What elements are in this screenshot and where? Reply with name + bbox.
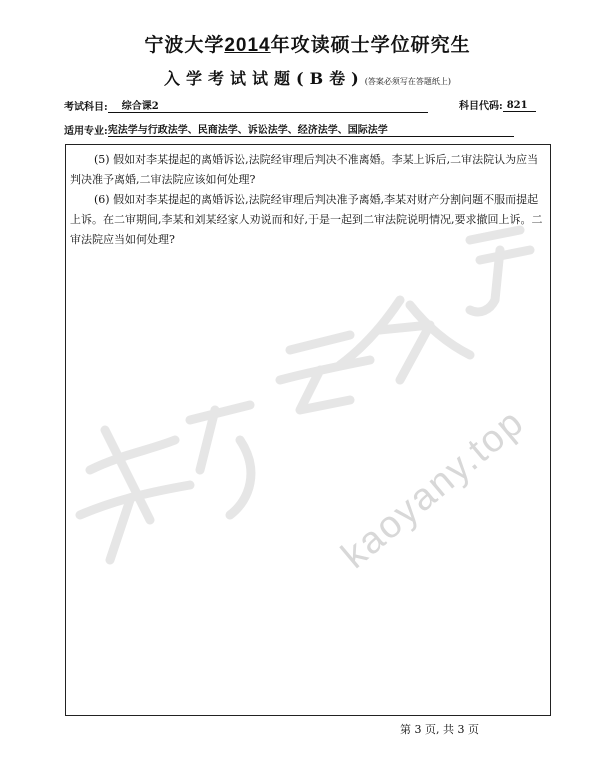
major-value: 宪法学与行政法学、民商法学、诉讼法学、经济法学、国际法学 — [108, 121, 514, 137]
exam-title — [0, 30, 615, 57]
question-5: (5) 假如对李某提起的离婚诉讼,法院经审理后判决不准离婚。李某上诉后,二审法院认为应当判决准予离婚,二审法院应该如何处理? — [70, 153, 539, 186]
major-label: 适用专业: — [64, 126, 108, 137]
exam-subtitle — [0, 66, 615, 89]
watermark-url: kaoyany.top — [333, 400, 533, 577]
subject-row — [64, 97, 550, 113]
title-year: 2014 — [224, 35, 271, 56]
code-label: 科目代码: — [459, 101, 503, 112]
page-number: 第 3 页, 共 3 页 — [400, 723, 479, 736]
major-row — [64, 121, 550, 137]
question-6: (6) 假如对李某提起的离婚诉讼,法院经审理后判决准予离婚,李某对财产分割问题不服而提起上诉。在二审期间,李某和刘某经家人劝说而和好,于是一起到二审法院说明情况,要求撤回上诉。二审法院应当如何处理? — [70, 193, 543, 246]
code-value: 821 — [503, 100, 536, 112]
subject-value: 综合课2 — [108, 97, 428, 113]
code-group — [459, 97, 536, 112]
subtitle-text: 入学考试试题(B卷) — [164, 69, 365, 88]
title-school: 宁波大学 — [144, 34, 225, 56]
title-suffix: 年攻读硕士学位研究生 — [270, 34, 471, 56]
answer-sheet-note: (答案必须写在答题纸上) — [364, 77, 451, 86]
subject-label: 考试科目: — [64, 102, 108, 113]
